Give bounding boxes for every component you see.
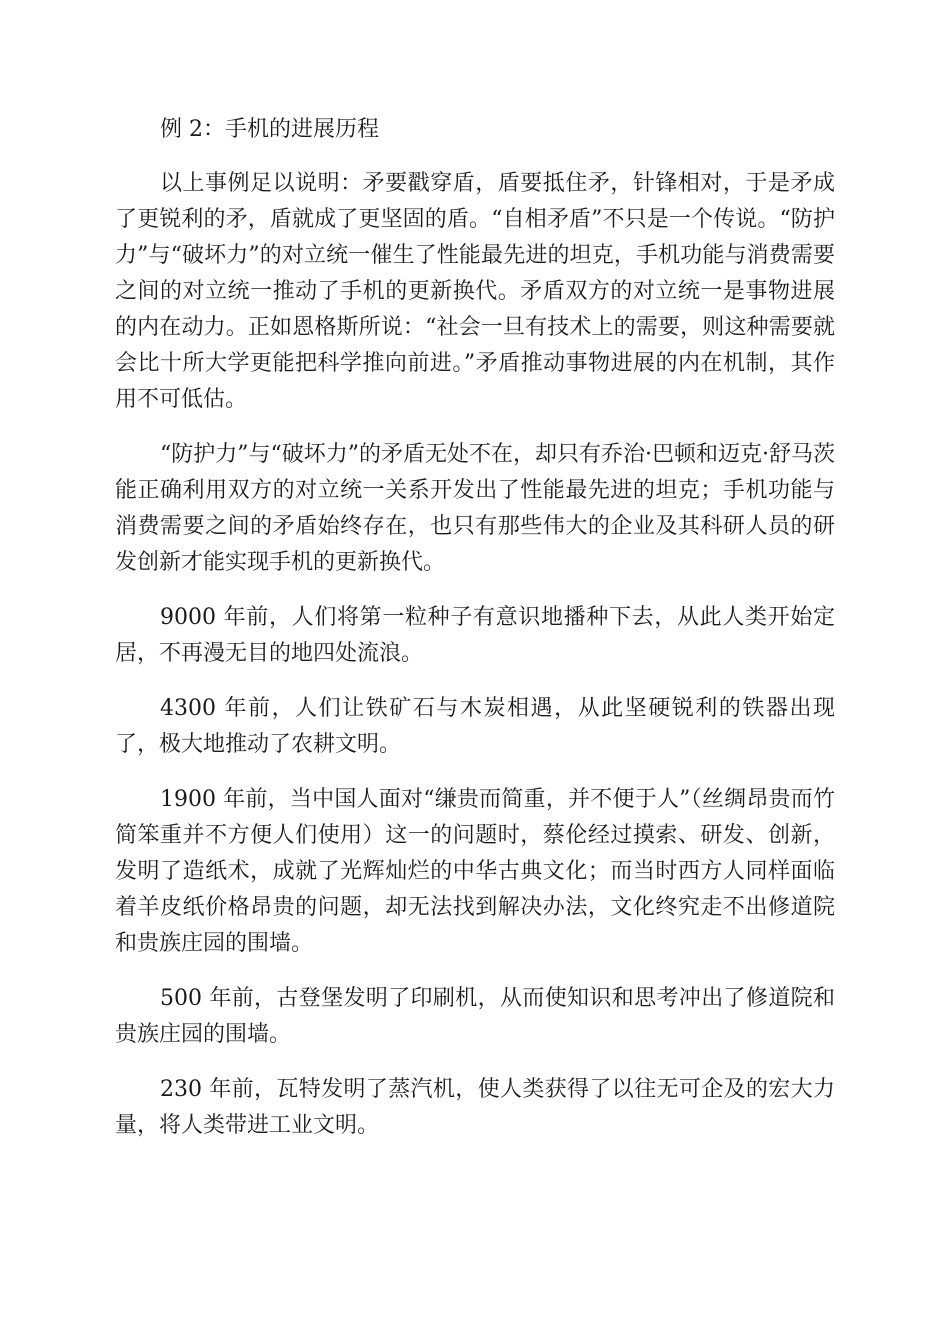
paragraph-summary: 以上事例足以说明：矛要戳穿盾，盾要抵住矛，针锋相对，于是矛成了更锐利的矛，盾就成了更坚固的盾。“自相矛盾”不只是一个传说。“防护力”与“破坏力”的对立统一催生了性能最先进的坦克，手机功能与消费需要之间的对立统一推动了手机的更新换代。矛盾双方的对立统一是事物进展的内在动力。正如恩格斯所说：“社会一旦有技术上的需要，则这种需要就会比十所大学更能把科学推向前进。”矛盾推动事物进展的内在机制，其作用不可低估。 bbox=[115, 171, 835, 412]
paragraph-500-years: 500 年前，古登堡发明了印刷机，从而使知识和思考冲出了修道院和贵族庄园的围墙。 bbox=[115, 986, 835, 1047]
paragraph-230-years: 230 年前，瓦特发明了蒸汽机，使人类获得了以往无可企及的宏大力量，将人类带进工业文明。 bbox=[115, 1077, 835, 1138]
paragraph-9000-years: 9000 年前，人们将第一粒种子有意识地播种下去，从此人类开始定居，不再漫无目的地四处流浪。 bbox=[115, 605, 835, 666]
paragraph-1900-years: 1900 年前，当中国人面对“缣贵而简重，并不便于人”（丝绸昂贵而竹简笨重并不方便人们使用）这一的问题时，蔡伦经过摸索、研发、创新，发明了造纸术，成就了光辉灿烂的中华古典文化；而当时西方人同样面临着羊皮纸价格昂贵的问题，却无法找到解决办法，文化终究走不出修道院和贵族庄园的围墙。 bbox=[115, 787, 835, 956]
paragraph-contradiction: “防护力”与“破坏力”的矛盾无处不在，却只有乔治·巴顿和迈克·舒马茨能正确利用双方的对立统一关系开发出了性能最先进的坦克；手机功能与消费需要之间的矛盾始终存在，也只有那些伟大的企业及其科研人员的研发创新才能实现手机的更新换代。 bbox=[115, 442, 835, 575]
paragraph-4300-years: 4300 年前，人们让铁矿石与木炭相遇，从此坚硬锐利的铁器出现了，极大地推动了农耕文明。 bbox=[115, 696, 835, 757]
example-heading: 例 2：手机的进展历程 bbox=[160, 117, 379, 142]
document-body bbox=[115, 112, 835, 1163]
